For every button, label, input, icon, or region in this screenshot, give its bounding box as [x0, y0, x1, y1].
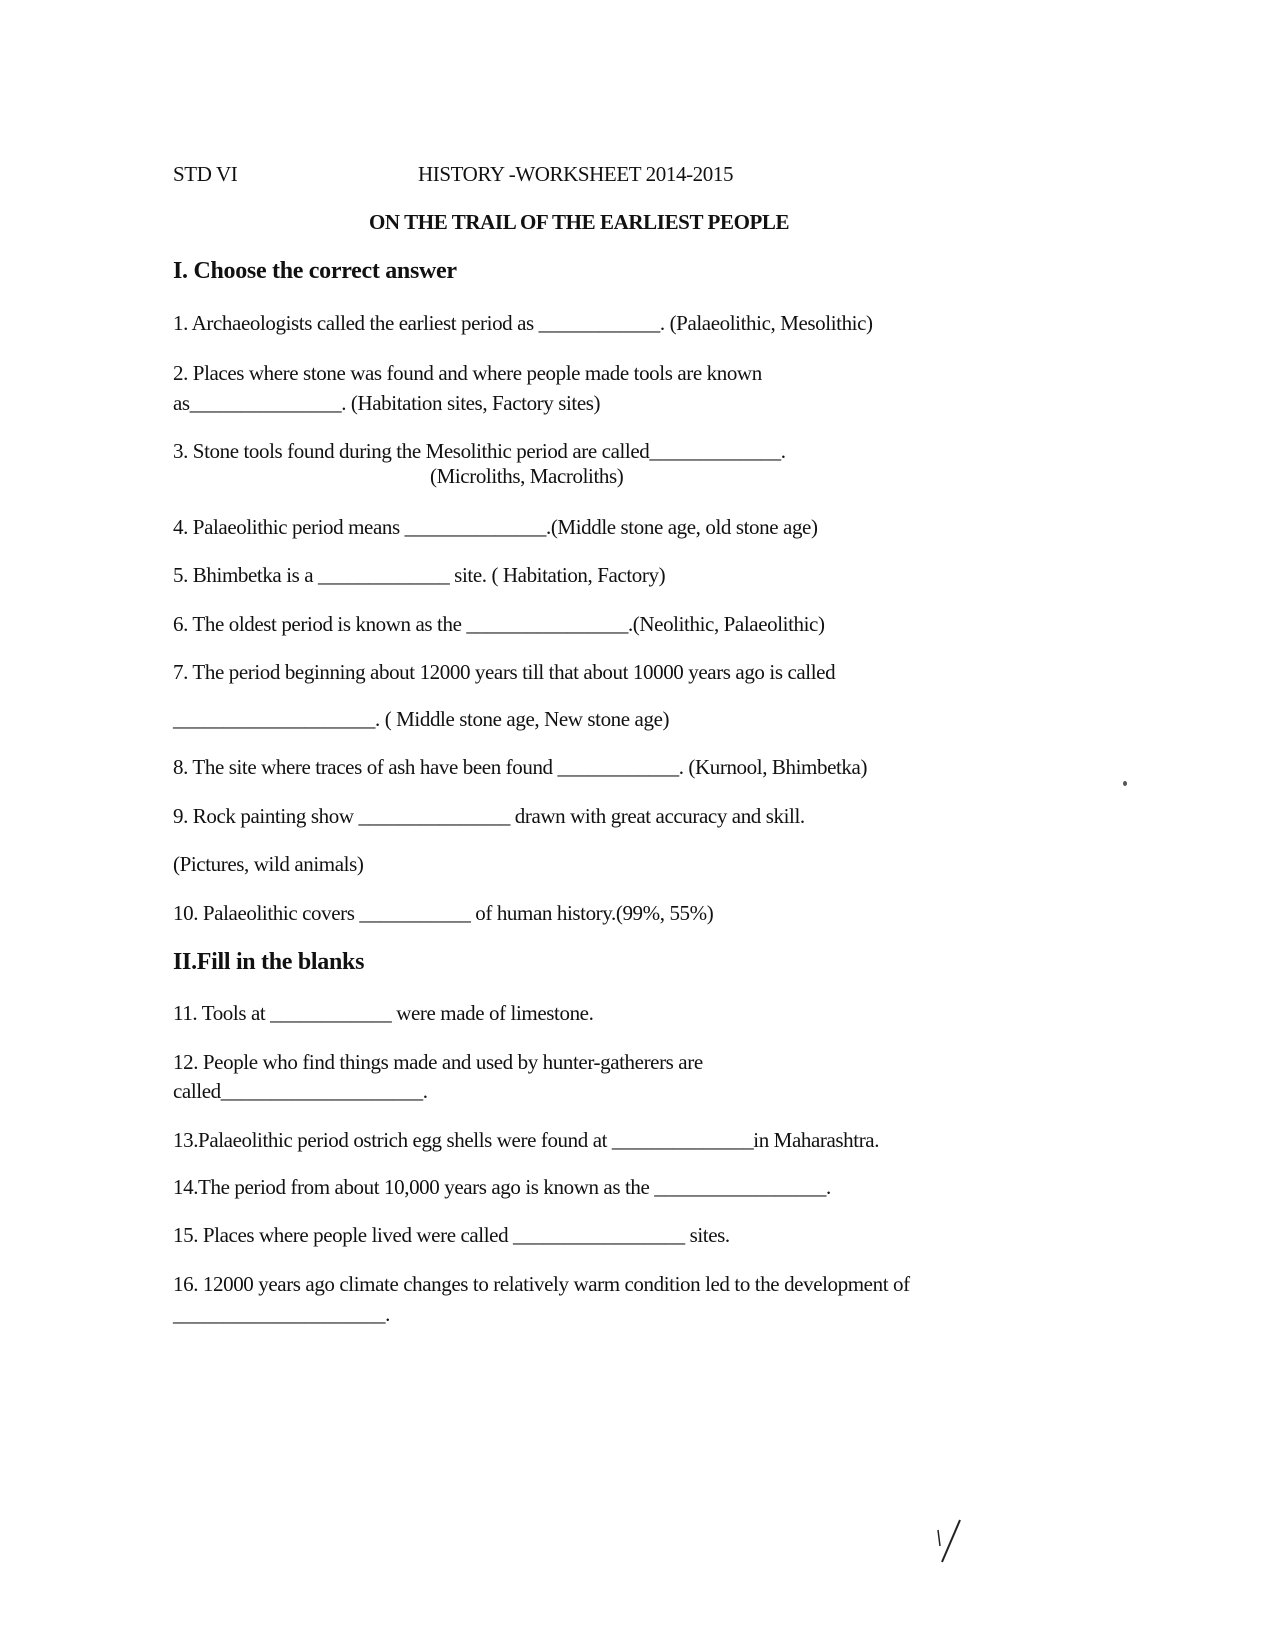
question-7: 7. The period beginning about 12000 years till that about 10000 years ago is called	[173, 660, 836, 684]
question-12-cont: called____________________.	[173, 1079, 428, 1103]
class-label: STD VI	[173, 162, 238, 186]
question-11: 11. Tools at ____________ were made of limestone.	[173, 1001, 594, 1025]
question-9: 9. Rock painting show _______________ drawn with great accuracy and skill.	[173, 804, 805, 828]
question-5: 5. Bhimbetka is a _____________ site. ( Habitation, Factory)	[173, 563, 666, 587]
section-2-heading: II.Fill in the blanks	[173, 949, 365, 975]
question-1: 1. Archaeologists called the earliest period as ____________. (Palaeolithic, Mesolithic)	[173, 311, 873, 335]
question-13: 13.Palaeolithic period ostrich egg shells were found at ______________in Maharashtra.	[173, 1128, 880, 1152]
question-7-cont: ____________________. ( Middle stone age, New stone age)	[173, 707, 670, 731]
question-3: 3. Stone tools found during the Mesolithic period are called_____________.	[173, 439, 786, 463]
question-15: 15. Places where people lived were called _________________ sites.	[173, 1223, 730, 1247]
question-6: 6. The oldest period is known as the ________________.(Neolithic, Palaeolithic)	[173, 612, 825, 636]
pen-mark	[920, 1480, 1000, 1570]
scan-speck	[1123, 781, 1127, 786]
question-9-options: (Pictures, wild animals)	[173, 852, 364, 876]
chapter-title: ON THE TRAIL OF THE EARLIEST PEOPLE	[369, 210, 790, 234]
question-10: 10. Palaeolithic covers ___________ of human history.(99%, 55%)	[173, 901, 714, 925]
question-4: 4. Palaeolithic period means ______________.(Middle stone age, old stone age)	[173, 515, 818, 539]
question-16-cont: _____________________.	[173, 1302, 390, 1326]
question-16: 16. 12000 years ago climate changes to relatively warm condition led to the development of	[173, 1272, 910, 1296]
worksheet-title: HISTORY -WORKSHEET 2014-2015	[418, 162, 734, 186]
question-12: 12. People who find things made and used by hunter-gatherers are	[173, 1050, 703, 1074]
question-3-options: (Microliths, Macroliths)	[430, 464, 624, 488]
question-2: 2. Places where stone was found and where people made tools are known	[173, 361, 762, 385]
section-1-heading: I. Choose the correct answer	[173, 258, 457, 284]
question-2-cont: as_______________. (Habitation sites, Factory sites)	[173, 391, 601, 415]
question-8: 8. The site where traces of ash have been found ____________. (Kurnool, Bhimbetka)	[173, 755, 868, 779]
question-14: 14.The period from about 10,000 years ago is known as the _________________.	[173, 1175, 831, 1199]
